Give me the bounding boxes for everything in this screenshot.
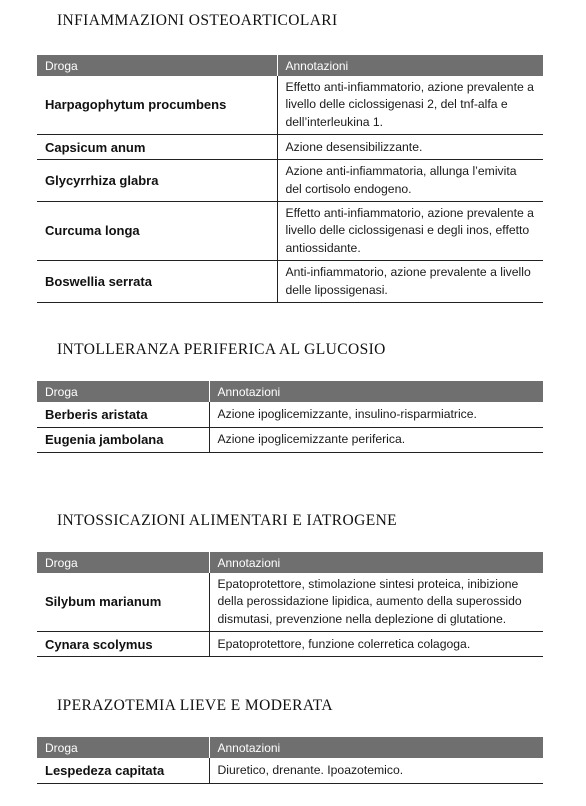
table-row [37,402,543,427]
table-row [37,261,543,303]
section-title-intolleranza: INTOLLERANZA PERIFERICA AL GLUCOSIO [57,341,386,358]
table-row [37,160,543,202]
section-title-iperazotemia: IPERAZOTEMIA LIEVE E MODERATA [57,697,333,714]
column-header-droga: Droga [37,552,209,573]
drug-name: Silybum marianum [37,573,209,632]
drug-notes: Effetto anti-infiammatorio, azione prevalente a livello delle ciclossigenasi e degli inos, effetto antiossidante. [277,202,543,261]
drug-name: Curcuma longa [37,202,277,261]
drug-name: Lespedeza capitata [37,758,209,783]
column-header-annotazioni: Annotazioni [209,737,543,758]
drug-table-iperazotemia [37,737,543,784]
drug-notes: Epatoprotettore, funzione colerretica colagoga. [209,632,543,657]
table-header-row [37,552,543,573]
table-row [37,573,543,632]
column-header-droga: Droga [37,55,277,76]
drug-notes: Effetto anti-infiammatorio, azione prevalente a livello delle ciclossigenasi 2, del tnf-alfa e dell’interleukina 1. [277,76,543,135]
drug-notes: Azione ipoglicemizzante periferica. [209,427,543,452]
column-header-annotazioni: Annotazioni [277,55,543,76]
table-row [37,758,543,783]
table-row [37,202,543,261]
column-header-droga: Droga [37,381,209,402]
column-header-annotazioni: Annotazioni [209,552,543,573]
drug-notes: Azione anti-infiammatoria, allunga l’emivita del cortisolo endogeno. [277,160,543,202]
drug-notes: Azione ipoglicemizzante, insulino-risparmiatrice. [209,402,543,427]
drug-name: Eugenia jambolana [37,427,209,452]
drug-notes: Epatoprotettore, stimolazione sintesi proteica, inibizione della perossidazione lipidica, aumento della superossido dismutasi, prevenzione nella deplezione di glutatione. [209,573,543,632]
drug-notes: Anti-infiammatorio, azione prevalente a livello delle lipossigenasi. [277,261,543,303]
table-row [37,76,543,135]
drug-name: Capsicum anum [37,135,277,160]
drug-table-intolleranza [37,381,543,453]
drug-name: Boswellia serrata [37,261,277,303]
drug-table-intossicazioni [37,552,543,657]
table-header-row [37,381,543,402]
drug-name: Glycyrrhiza glabra [37,160,277,202]
table-row [37,135,543,160]
drug-name: Harpagophytum procumbens [37,76,277,135]
table-header-row [37,55,543,76]
table-row [37,632,543,657]
table-header-row [37,737,543,758]
column-header-droga: Droga [37,737,209,758]
drug-notes: Diuretico, drenante. Ipoazotemico. [209,758,543,783]
section-title-infiammazioni: INFIAMMAZIONI OSTEOARTICOLARI [57,12,338,29]
drug-name: Berberis aristata [37,402,209,427]
drug-notes: Azione desensibilizzante. [277,135,543,160]
drug-table-infiammazioni [37,55,543,303]
column-header-annotazioni: Annotazioni [209,381,543,402]
table-row [37,427,543,452]
section-title-intossicazioni: INTOSSICAZIONI ALIMENTARI E IATROGENE [57,512,398,529]
drug-name: Cynara scolymus [37,632,209,657]
